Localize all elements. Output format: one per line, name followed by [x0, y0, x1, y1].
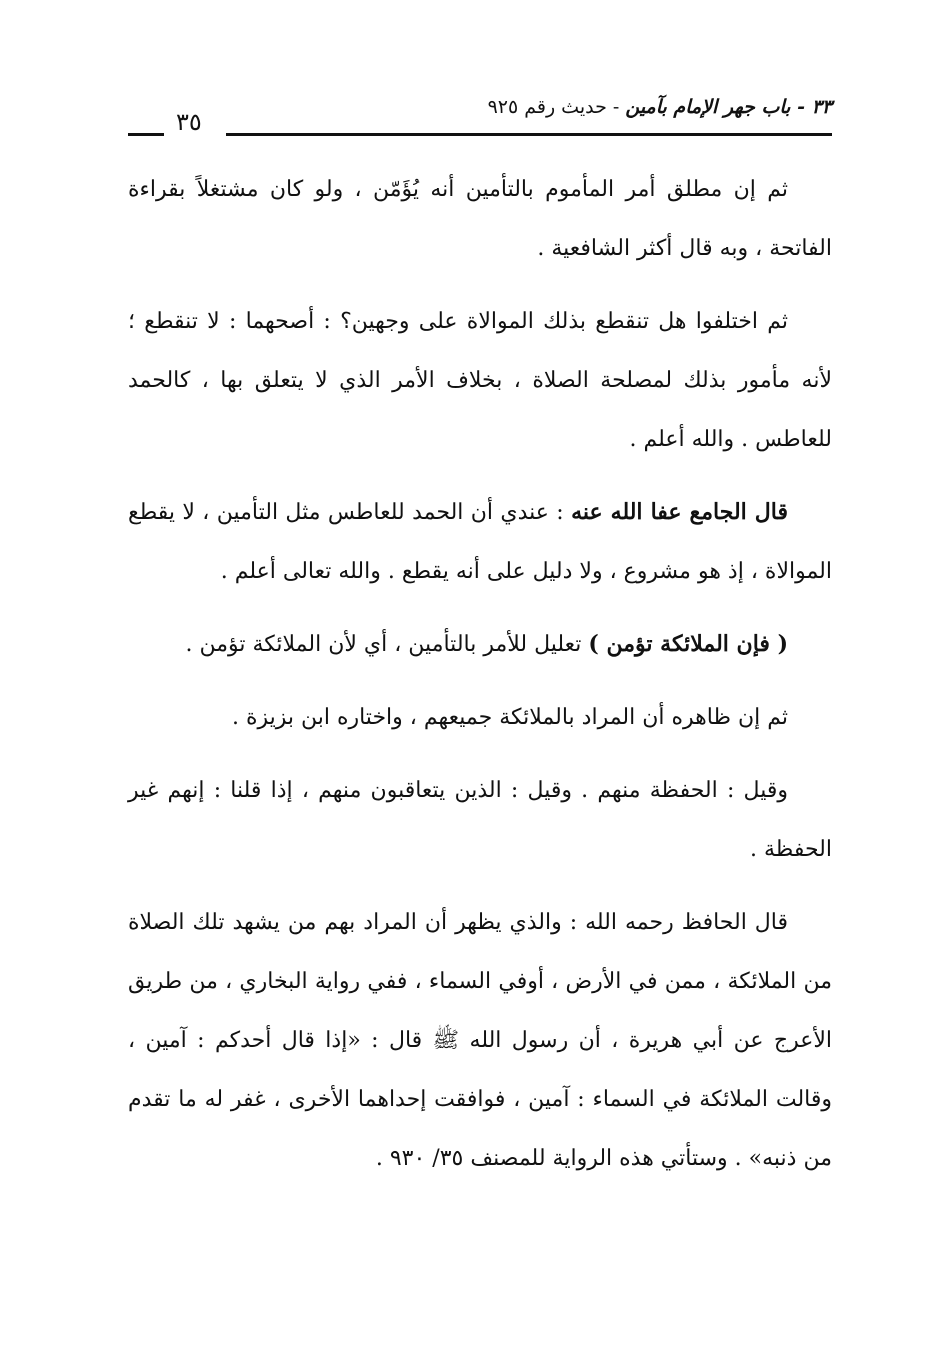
author-remark-lead: قال الجامع عفا الله عنه — [571, 499, 789, 525]
body-text — [128, 160, 832, 1202]
paragraph: قال الحافظ رحمه الله : والذي يظهر أن المراد بهم من يشهد تلك الصلاة من الملائكة ، ممن في الأرض ، أوفي السماء ، ففي رواية البخاري ، من طريق الأعرج عن أبي هريرة ، أن رسول الله ﷺ قال : «إذا قال أحدكم : آمين ، وقالت الملائكة في السماء : آمين ، فوافقت إحداهما الأخرى ، غفر له ما تقدم من ذنبه» . وستأتي هذه الرواية للمصنف ٣٥/ ٩٣٠ . — [128, 910, 832, 1171]
hadith-reference: - حديث رقم ٩٢٥ — [487, 96, 620, 118]
running-header — [128, 92, 832, 142]
page-number-rule — [128, 133, 164, 136]
paragraph: وقيل : الحفظة منهم . وقيل : الذين يتعاقبون منهم ، إذا قلنا : إنهم غير الحفظة . — [128, 778, 832, 862]
paragraph: ثم اختلفوا هل تنقطع بذلك الموالاة على وجهين؟ : أصحهما : لا تنقطع ؛ لأنه مأمور بذلك لمصلحة الصلاة ، بخلاف الأمر الذي لا يتعلق بها ، كالحمد للعاطس . والله أعلم . — [128, 309, 832, 452]
paragraph: قال الجامع عفا الله عنه : عندي أن الحمد للعاطس مثل التأمين ، لا يقطع الموالاة ، إذ هو مشروع ، ولا دليل على أنه يقطع . والله تعالى أعلم . — [128, 499, 832, 584]
header-rule — [226, 133, 832, 136]
page-number: ٣٥ — [176, 108, 202, 136]
paragraph: ( فإن الملائكة تؤمن ) تعليل للأمر بالتأمين ، أي لأن الملائكة تؤمن . — [185, 631, 788, 657]
chapter-title: ٣٣ - باب جهر الإمام بآمين — [625, 96, 832, 118]
header-title — [488, 96, 832, 118]
paragraph: ثم إن مطلق أمر المأموم بالتأمين أنه يُؤَمّن ، ولو كان مشتغلاً بقراءة الفاتحة ، وبه قال أكثر الشافعية . — [128, 177, 832, 261]
quoted-phrase: ( فإن الملائكة تؤمن ) — [588, 631, 788, 657]
paragraph: ثم إن ظاهره أن المراد بالملائكة جميعهم ، واختاره ابن بزيزة . — [231, 705, 788, 730]
